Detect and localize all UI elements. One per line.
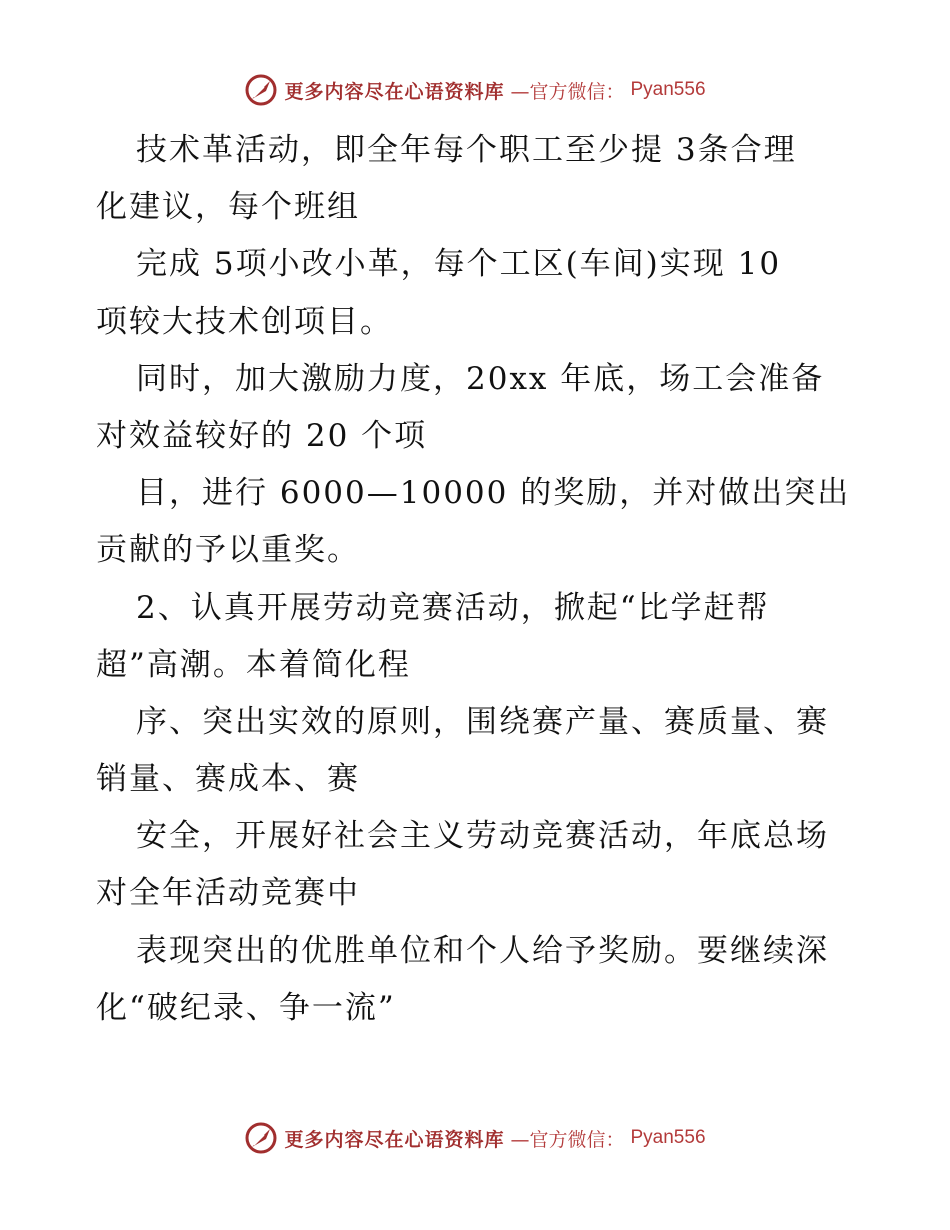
body-line: 表现突出的优胜单位和个人给予奖励。要继续深 (136, 932, 829, 969)
quill-logo-icon (244, 73, 278, 107)
body-line: 目，进行 6000—10000 的奖励，并对做出突出 (136, 475, 851, 512)
body-line: 序、突出实效的原则，围绕赛产量、赛质量、赛 (136, 703, 829, 740)
body-line: 项较大技术创项目。 (96, 303, 393, 340)
body-line: 同时，加大激励力度，20xx 年底，场工会准备 (136, 360, 825, 397)
document-body (96, 122, 866, 1037)
watermark-text: 更多内容尽在心语资料库 (284, 1128, 505, 1151)
header-watermark (0, 70, 950, 110)
body-line: 化建议，每个班组 (96, 189, 360, 226)
body-line: 贡献的予以重奖。 (96, 532, 360, 569)
quill-logo-icon (244, 1121, 278, 1155)
body-line: 技术革活动，即全年每个职工至少提 3条合理 (136, 132, 797, 168)
watermark-separator: —官方微信： (510, 1128, 625, 1151)
body-line: 2、认真开展劳动竞赛活动，掀起“比学赶帮 (136, 589, 770, 626)
body-line: 化“破纪录、争一流” (96, 989, 396, 1026)
body-line: 对全年活动竞赛中 (96, 875, 360, 912)
watermark-text: 更多内容尽在心语资料库 (284, 80, 505, 103)
body-line: 完成 5项小改小革，每个工区(车间)实现 10 (136, 246, 782, 283)
watermark-separator: —官方微信： (510, 80, 625, 103)
watermark-wechat-id: Pyan556 (630, 79, 706, 100)
body-line: 超”高潮。本着简化程 (96, 646, 411, 683)
footer-watermark (0, 1118, 950, 1158)
body-line: 安全，开展好社会主义劳动竞赛活动，年底总场 (136, 818, 829, 855)
watermark-wechat-id: Pyan556 (630, 1127, 706, 1148)
body-line: 对效益较好的 20 个项 (96, 417, 428, 454)
body-line: 销量、赛成本、赛 (96, 761, 360, 798)
